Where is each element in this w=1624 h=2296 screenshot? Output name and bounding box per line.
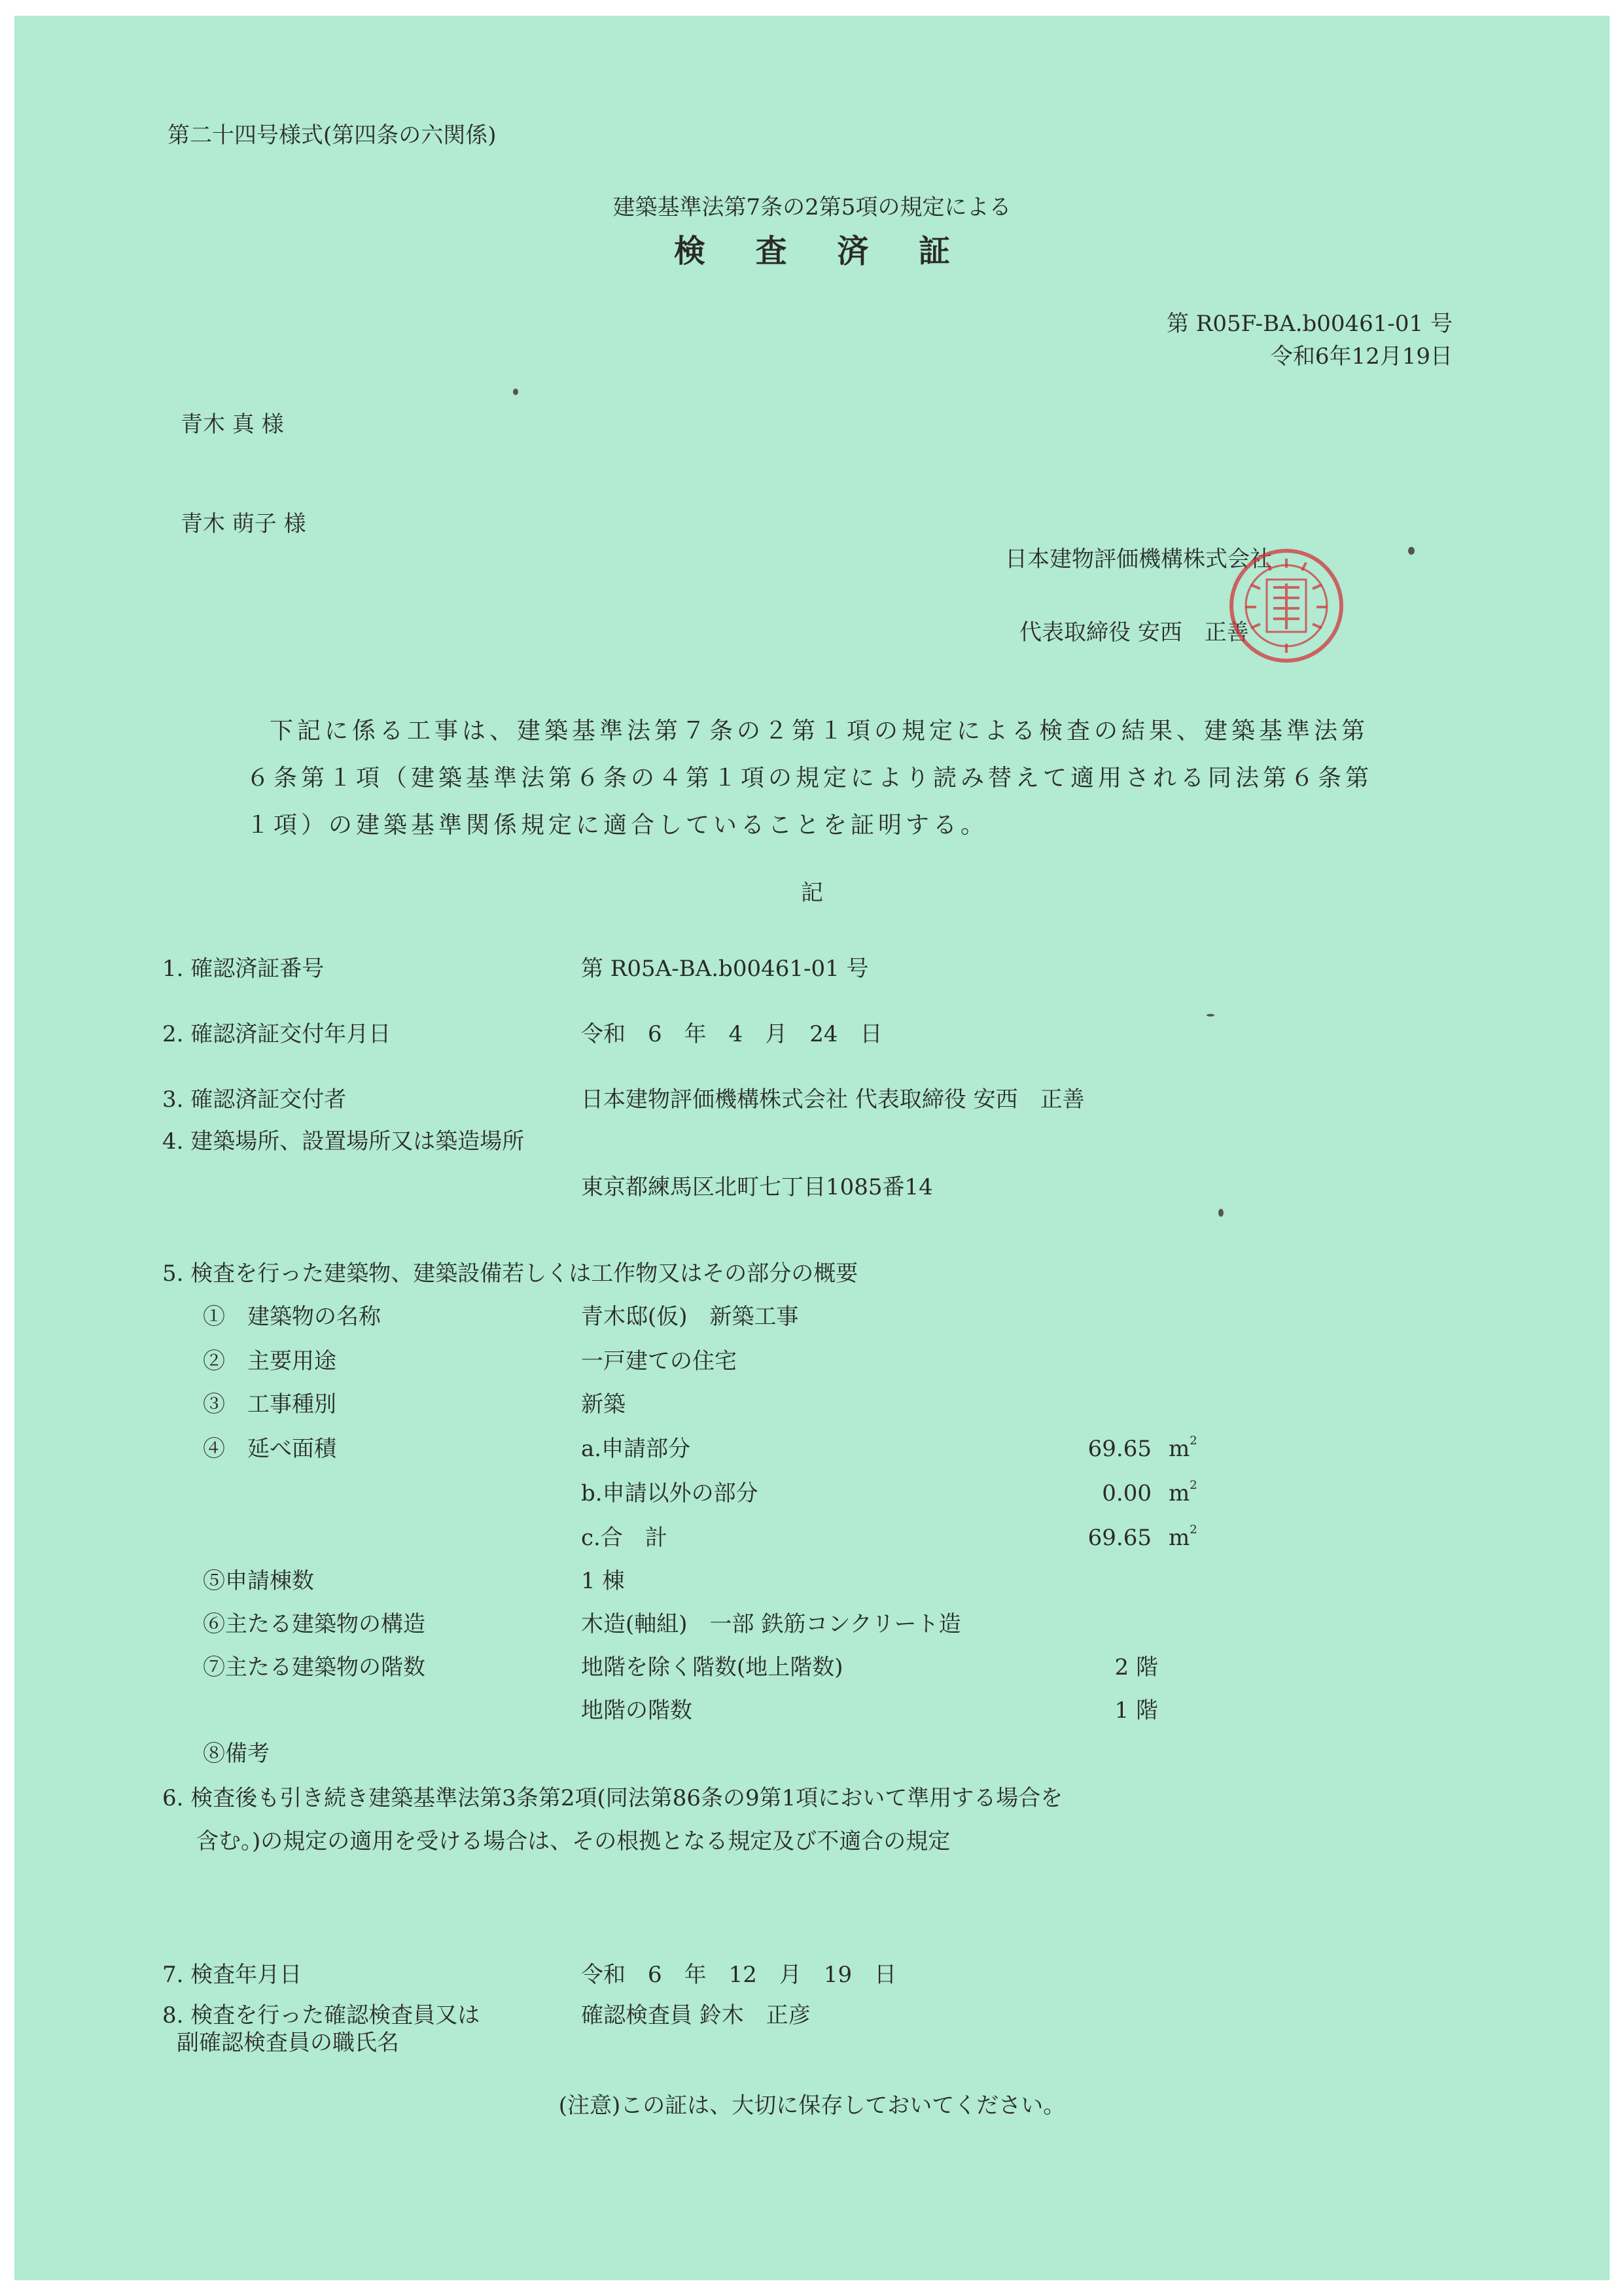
item1-label: 1. 確認済証番号 bbox=[162, 956, 325, 982]
form-label: 第二十四号様式(第四条の六関係) bbox=[168, 122, 497, 148]
certification-line-1: 下記に係る工事は、建築基準法第７条の２第１項の規定による検査の結果、建築基準法第 bbox=[270, 718, 1369, 744]
item5-buildings-label: ⑤申請棟数 bbox=[203, 1568, 314, 1594]
item6-line-1: 6. 検査後も引き続き建築基準法第3条第2項(同法第86条の9第1項において準用する場合を bbox=[162, 1785, 1063, 1811]
item7-label: 7. 検査年月日 bbox=[162, 1962, 302, 1988]
item1-value: 第 R05A-BA.b00461-01 号 bbox=[581, 956, 869, 982]
area-row-c-label: c.合 計 bbox=[581, 1525, 667, 1551]
floors-below-value: 1 階 bbox=[1114, 1697, 1158, 1724]
item5-use-value: 一戸建ての住宅 bbox=[581, 1348, 737, 1374]
recipient-2: 青木 萌子 様 bbox=[181, 511, 306, 537]
issuer-representative: 代表取締役 安西 正善 bbox=[1019, 619, 1249, 646]
item3-label: 3. 確認済証交付者 bbox=[162, 1087, 347, 1113]
item5-use-label: ② 主要用途 bbox=[203, 1348, 336, 1374]
item8-label-line-2: 副確認検査員の職氏名 bbox=[177, 2030, 399, 2056]
ki-heading: 記 bbox=[801, 880, 823, 906]
company-seal-stamp bbox=[1227, 547, 1345, 665]
item8-label-line-1: 8. 検査を行った確認検査員又は bbox=[162, 2002, 480, 2028]
item5-structure-value: 木造(軸組) 一部 鉄筋コンクリート造 bbox=[581, 1611, 961, 1637]
item5-structure-label: ⑥主たる建築物の構造 bbox=[203, 1611, 425, 1637]
scan-speck bbox=[1218, 1209, 1224, 1217]
item8-value: 確認検査員 鈴木 正彦 bbox=[581, 2002, 811, 2028]
floors-above-label: 地階を除く階数(地上階数) bbox=[581, 1654, 843, 1680]
area-row-b-unit: $m^2$ bbox=[1169, 1478, 1197, 1506]
item5-floors-label: ⑦主たる建築物の階数 bbox=[203, 1654, 425, 1680]
certification-line-2: ６条第１項（建築基準法第６条の４第１項の規定により読み替えて適用される同法第６条第 bbox=[246, 765, 1373, 791]
recipient-1: 青木 真 様 bbox=[181, 411, 284, 438]
area-row-a-unit: $m^2$ bbox=[1169, 1434, 1197, 1462]
issue-date: 令和6年12月19日 bbox=[1270, 343, 1453, 370]
scan-speck bbox=[513, 389, 518, 395]
item3-value: 日本建物評価機構株式会社 代表取締役 安西 正善 bbox=[581, 1087, 1085, 1113]
certification-line-3: １項）の建築基準関係規定に適合していることを証明する。 bbox=[246, 812, 989, 839]
item7-value: 令和 6 年 12 月 19 日 bbox=[581, 1962, 897, 1988]
document-title: 検 査 済 証 bbox=[673, 233, 970, 270]
item5-type-value: 新築 bbox=[581, 1391, 626, 1418]
area-row-a-label: a.申請部分 bbox=[581, 1436, 691, 1462]
item5-name-value: 青木邸(仮) 新築工事 bbox=[581, 1304, 799, 1330]
item4-label: 4. 建築場所、設置場所又は築造場所 bbox=[162, 1128, 525, 1155]
area-row-c-unit: $m^2$ bbox=[1169, 1523, 1197, 1551]
area-row-a-value: 69.65 bbox=[1087, 1436, 1152, 1462]
area-row-b-label: b.申請以外の部分 bbox=[581, 1480, 758, 1506]
document-subtitle: 建築基準法第7条の2第5項の規定による bbox=[612, 194, 1012, 220]
note: (注意)この証は、大切に保存しておいてください。 bbox=[558, 2093, 1066, 2119]
item5-buildings-value: 1 棟 bbox=[581, 1568, 625, 1594]
floors-above-value: 2 階 bbox=[1114, 1654, 1158, 1680]
item5-area-label: ④ 延べ面積 bbox=[203, 1436, 336, 1462]
item5-remarks-label: ⑧備考 bbox=[203, 1741, 270, 1767]
area-row-c-value: 69.65 bbox=[1087, 1525, 1152, 1551]
item5-label: 5. 検査を行った建築物、建築設備若しくは工作物又はその部分の概要 bbox=[162, 1261, 858, 1287]
scan-speck bbox=[1207, 1014, 1214, 1017]
floors-below-label: 地階の階数 bbox=[581, 1697, 692, 1724]
item5-name-label: ① 建築物の名称 bbox=[203, 1304, 381, 1330]
item4-value: 東京都練馬区北町七丁目1085番14 bbox=[581, 1174, 933, 1200]
certificate-number: 第 R05F-BA.b00461-01 号 bbox=[1166, 311, 1453, 337]
item6-line-2: 含む。)の規定の適用を受ける場合は、その根拠となる規定及び不適合の規定 bbox=[196, 1828, 951, 1854]
issuer-company: 日本建物評価機構株式会社 bbox=[1005, 546, 1272, 572]
item5-type-label: ③ 工事種別 bbox=[203, 1391, 336, 1418]
item2-label: 2. 確認済証交付年月日 bbox=[162, 1021, 391, 1047]
item2-value: 令和 6 年 4 月 24 日 bbox=[581, 1021, 883, 1047]
scan-speck bbox=[1408, 547, 1415, 555]
area-row-b-value: 0.00 bbox=[1102, 1480, 1152, 1506]
